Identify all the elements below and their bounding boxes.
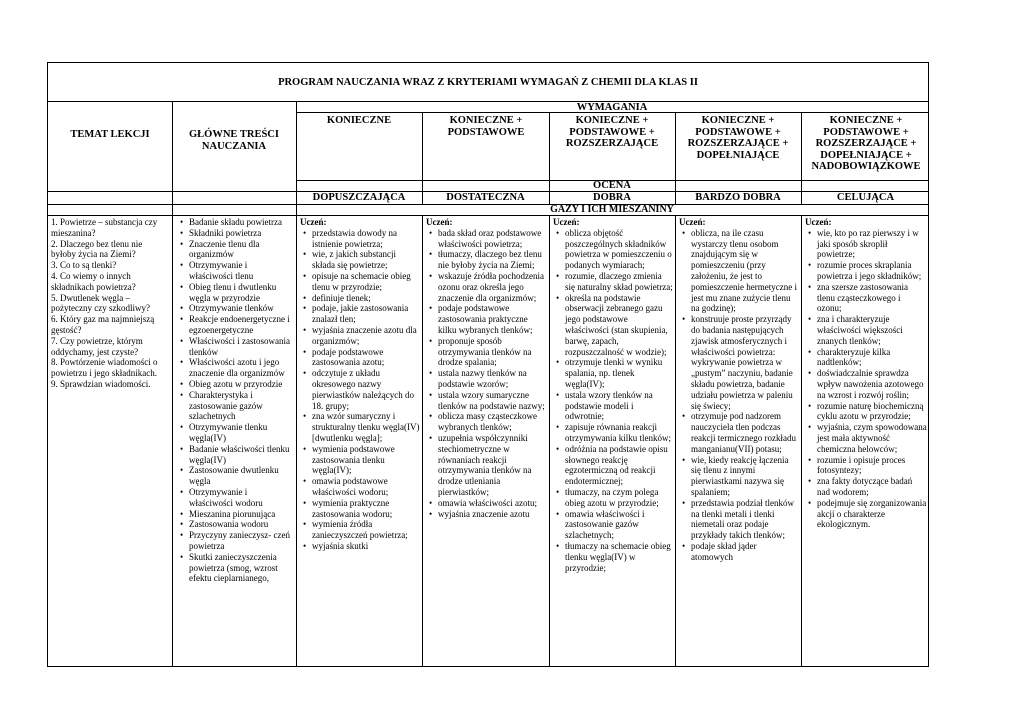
content-item: • Skutki zanieczyszczenia powietrza (smog, wzrost efektu cieplarnianego, <box>189 552 293 584</box>
uczen-label: Uczeń: <box>679 217 706 227</box>
content-cell <box>177 217 293 666</box>
requirement-item: • oblicza objętość poszczególnych składników powietrza w pomieszczeniu o podanych wymiarach; <box>565 228 673 271</box>
requirement-item: • wie, kiedy reakcję łączenia się tlenu z innymi pierwiastkami nazywa się spalaniem; <box>691 455 799 498</box>
topic-item: • 6. Który gaz ma najmniejszą gęstość? <box>51 314 169 336</box>
level-5: KONIECZNE + PODSTAWOWE + ROZSZERZAJĄCE + DOPEŁNIAJĄCE + NADOBOWIĄZKOWE <box>811 115 921 172</box>
requirement-item: • tłumaczy na schemacie obieg tlenku węgla(IV) w przyrodzie; <box>565 541 673 573</box>
requirement-item: • omawia właściwości azotu; <box>438 498 547 509</box>
requirement-item: • podaje skład jąder atomowych <box>691 541 799 563</box>
requirement-item: • konstruuje proste przyrządy do badania następujących zjawisk atmosferycznych i właściwości powietrza: wykrywanie powietrza w „pustym” naczyniu, badanie składu powietrza, badanie udziału powietrza w paleniu się świecy; <box>691 314 799 411</box>
uczen-label: Uczeń: <box>426 217 453 227</box>
header-ocena: OCENA <box>593 180 631 191</box>
divider <box>422 215 423 666</box>
content-item: • Właściwości i zastosowania tlenków <box>189 336 293 358</box>
requirement-item: • zna wzór sumaryczny i strukturalny tlenku węgla(IV) [dwutlenku węgla]; <box>312 411 420 443</box>
requirement-item: • wymienia podstawowe zastosowania tlenku węgla(IV); <box>312 444 420 476</box>
content-item: • Składniki powietrza <box>189 228 293 239</box>
requirement-item: • wyjaśnia, czym spowodowana jest mała aktywność chemiczna helowców; <box>817 422 927 454</box>
grade-3: DOBRA <box>593 192 631 203</box>
uczen-label: Uczeń: <box>553 217 580 227</box>
dopuszczajaca-cell <box>300 217 420 666</box>
requirement-item: • doświadczalnie sprawdza wpływ nawożenia azotowego na wzrost i rozwój roślin; <box>817 368 927 400</box>
level-3: KONIECZNE + PODSTAWOWE + ROZSZERZAJĄCE <box>565 115 659 149</box>
requirement-item: • wie, kto po raz pierwszy i w jaki sposób skroplił powietrze; <box>817 228 927 260</box>
grade-2: DOSTATECZNA <box>446 192 525 203</box>
requirement-item: • omawia podstawowe właściwości wodoru; <box>312 476 420 498</box>
requirement-item: • ustala nazwy tlenków na podstawie wzorów; <box>438 368 547 390</box>
requirement-item: • charakteryzuje kilka nadtlenków; <box>817 347 927 369</box>
requirement-item: • oblicza, na ile czasu wystarczy tlenu osobom znajdującym się w pomieszczeniu (przy założeniu, że jest to pomieszczenie hermetyczne i jest mu znane zużycie tlenu na godzinę); <box>691 228 799 314</box>
requirement-item: • ustala wzory sumaryczne tlenków na podstawie nazwy; <box>438 390 547 412</box>
section-title: GAZY I ICH MIESZANINY <box>550 204 674 215</box>
requirement-item: • wymienia praktyczne zastosowania wodoru; <box>312 498 420 520</box>
celujaca-list <box>805 228 927 530</box>
content-item: • Charakterystyka i zastosowanie gazów szlachetnych <box>189 390 293 422</box>
dostateczna-cell <box>426 217 547 666</box>
requirement-item: • wskazuje źródła pochodzenia ozonu oraz określa jego znaczenie dla organizmów; <box>438 271 547 303</box>
dostateczna-list <box>426 228 547 520</box>
content-item: • Obieg tlenu i dwutlenku węgla w przyrodzie <box>189 282 293 304</box>
level-1: KONIECZNE <box>326 115 392 126</box>
topic-item: • 9. Sprawdzian wiadomości. <box>51 379 169 390</box>
requirement-item: • tłumaczy, na czym polega obieg azotu w przyrodzie; <box>565 487 673 509</box>
uczen-label: Uczeń: <box>300 217 327 227</box>
requirement-item: • wie, z jakich substancji składa się powietrze; <box>312 249 420 271</box>
topic-item: • 4. Co wiemy o innych składnikach powietrza? <box>51 271 169 293</box>
topic-item: • 5. Dwutlenek węgla – pożyteczny czy szkodliwy? <box>51 293 169 315</box>
grade-4: BARDZO DOBRA <box>695 192 781 203</box>
requirement-item: • rozumie, dlaczego zmienia się naturalny skład powietrza; <box>565 271 673 293</box>
requirement-item: • wymienia źródła zanieczyszczeń powietrza; <box>312 519 420 541</box>
requirement-item: • rozumie i opisuje proces fotosyntezy; <box>817 455 927 477</box>
curriculum-table <box>47 62 929 667</box>
content-item: • Otrzymywanie i właściwości tlenu <box>189 260 293 282</box>
uczen-label: Uczeń: <box>805 217 832 227</box>
divider <box>675 215 676 666</box>
bardzo-dobra-cell <box>679 217 799 666</box>
requirement-item: • ustala wzory tlenków na podstawie modeli i odwrotnie; <box>565 390 673 422</box>
requirement-item: • podaje podstawowe zastosowania azotu; <box>312 347 420 369</box>
requirement-item: • zna i charakteryzuje właściwości większości znanych tlenków; <box>817 314 927 346</box>
requirement-item: • opisuje na schemacie obieg tlenu w przyrodzie; <box>312 271 420 293</box>
divider <box>549 215 550 666</box>
requirement-item: • bada skład oraz podstawowe właściwości powietrza; <box>438 228 547 250</box>
requirement-item: • proponuje sposób otrzymywania tlenków na drodze spalania; <box>438 336 547 368</box>
topic-item: • 2. Dlaczego bez tlenu nie byłoby życia na Ziemi? <box>51 239 169 261</box>
dobra-cell <box>553 217 673 666</box>
content-item: • Otrzymywanie i właściwości wodoru <box>189 487 293 509</box>
header-tresci: GŁÓWNE TREŚCI NAUCZANIA <box>189 129 279 152</box>
requirement-item: • odczytuje z układu okresowego nazwy pierwiastków należących do 18. grupy; <box>312 368 420 411</box>
content-item: • Obieg azotu w przyrodzie <box>189 379 293 390</box>
requirement-item: • omawia właściwości i zastosowanie gazów szlachetnych; <box>565 509 673 541</box>
header-temat: TEMAT LEKCJI <box>70 129 150 140</box>
requirement-item: • uzupełnia współczynniki stechiometryczne w równaniach reakcji otrzymywania tlenków na drodze utleniania pierwiastków; <box>438 433 547 498</box>
requirement-item: • otrzymuje pod nadzorem nauczyciela tlen podczas reakcji termicznego rozkładu manganianu(VII) potasu; <box>691 411 799 454</box>
topics-list <box>51 217 169 390</box>
content-list <box>177 217 293 584</box>
requirement-item: • zna szersze zastosowania tlenu cząsteczkowego i ozonu; <box>817 282 927 314</box>
divider <box>172 101 173 666</box>
requirement-item: • tłumaczy, dlaczego bez tlenu nie byłoby życia na Ziemi; <box>438 249 547 271</box>
requirement-item: • podaje, jakie zastosowania znalazł tlen; <box>312 303 420 325</box>
content-item: • Reakcje endoenergetyczne i egzoenergetyczne <box>189 314 293 336</box>
requirement-item: • rozumie naturę biochemiczną cyklu azotu w przyrodzie; <box>817 401 927 423</box>
topic-item: • 3. Co to są tlenki? <box>51 260 169 271</box>
requirement-item: • określa na podstawie obserwacji zebranego gazu jego podstawowe właściwości (stan skupienia, barwę, zapach, rozpuszczalność w wodzie); <box>565 293 673 358</box>
requirement-item: • otrzymuje tlenki w wyniku spalania, np. tlenek węgla(IV); <box>565 357 673 389</box>
content-item: • Znaczenie tlenu dla organizmów <box>189 239 293 261</box>
header-wymagania: WYMAGANIA <box>576 102 648 113</box>
content-item: • Badanie właściwości tlenku węgla(IV) <box>189 444 293 466</box>
page-title: PROGRAM NAUCZANIA WRAZ Z KRYTERIAMI WYMAGAŃ Z CHEMII DLA KLAS II <box>278 77 698 88</box>
grade-5: CELUJĄCA <box>836 192 895 203</box>
topic-item: • 8. Powtórzenie wiadomości o powietrzu i jego składnikach. <box>51 357 169 379</box>
topics-cell <box>51 217 169 390</box>
content-item: • Otrzymywanie tlenków <box>189 303 293 314</box>
requirement-item: • zna fakty dotyczące badań nad wodorem; <box>817 476 927 498</box>
requirement-item: • wyjaśnia skutki <box>312 541 420 552</box>
requirement-item: • definiuje tlenek; <box>312 293 420 304</box>
level-2: KONIECZNE + PODSTAWOWE <box>447 115 525 138</box>
dopuszczajaca-list <box>300 228 420 552</box>
topic-item: • 7. Czy powietrze, którym oddychamy, jest czyste? <box>51 336 169 358</box>
celujaca-cell <box>805 217 927 666</box>
requirement-item: • wyjaśnia znaczenie azotu <box>438 509 547 520</box>
divider <box>801 215 802 666</box>
dobra-list <box>553 228 673 574</box>
requirement-item: • odróżnia na podstawie opisu słownego reakcję egzotermiczną od reakcji endotermicznej; <box>565 444 673 487</box>
grade-1: DOPUSZCZAJĄCA <box>312 192 406 203</box>
requirement-item: • oblicza masy cząsteczkowe wybranych tlenków; <box>438 411 547 433</box>
requirement-item: • zapisuje równania reakcji otrzymywania kilku tlenków; <box>565 422 673 444</box>
content-item: • Właściwości azotu i jego znaczenie dla organizmów <box>189 357 293 379</box>
content-item: • Otrzymywanie tlenku węgla(IV) <box>189 422 293 444</box>
content-item: • Przyczyny zanieczysz- czeń powietrza <box>189 530 293 552</box>
requirement-item: • przedstawia dowody na istnienie powietrza; <box>312 228 420 250</box>
content-item: • Mieszanina piorunująca <box>189 509 293 520</box>
content-item: • Badanie składu powietrza <box>189 217 293 228</box>
content-item: • Zastosowania wodoru <box>189 519 293 530</box>
requirement-item: • wyjaśnia znaczenie azotu dla organizmów; <box>312 325 420 347</box>
requirement-item: • podaje podstawowe zastosowania praktyczne kilku wybranych tlenków; <box>438 303 547 335</box>
requirement-item: • przedstawia podział tlenków na tlenki metali i tlenki niemetali oraz podaje przykłady takich tlenków; <box>691 498 799 541</box>
content-item: • Zastosowanie dwutlenku węgla <box>189 465 293 487</box>
level-4: KONIECZNE + PODSTAWOWE + ROZSZERZAJĄCE + DOPEŁNIAJĄCE <box>687 115 789 161</box>
bardzo-dobra-list <box>679 228 799 563</box>
requirement-item: • rozumie proces skraplania powietrza i jego składników; <box>817 260 927 282</box>
topic-item: • 1. Powietrze – substancja czy mieszanina? <box>51 217 169 239</box>
requirement-item: • podejmuje się zorganizowania akcji o charakterze ekologicznym. <box>817 498 927 530</box>
